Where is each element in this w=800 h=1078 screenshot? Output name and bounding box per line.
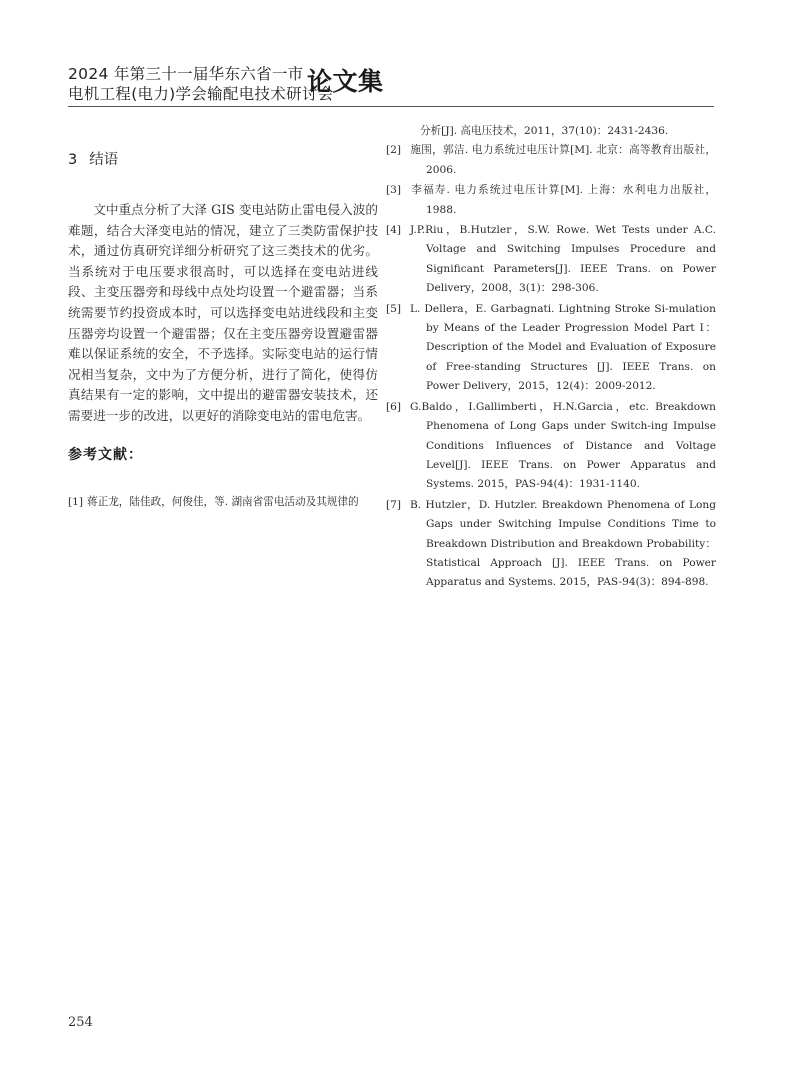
reference-continuation: 分析[J]. 高电压技术，2011，37(10)：2431-2436. [420,125,669,137]
reference-text: J.P.Riu，B.Hutzler，S.W. Rowe. Wet Tests under A.C. Voltage and Switching Impulses Procedure and Significant Parameters[J]. IEEE Trans. on Power Delivery，2008，3(1)：298-306. [410,224,716,295]
reference-text: G.Baldo，I.Gallimberti，H.N.Garcia，etc. Breakdown Phenomena of Long Gaps under Switch-ing Impulse Conditions Influences of Distance and Voltage Level[J]. IEEE Trans. on Power Apparatus and Systems. 2015，PAS-94(4)：1931-1140. [410,400,716,491]
reference-list [386,141,716,592]
reference-text: B. Hutzler，D. Hutzler. Breakdown Phenomena of Long Gaps under Switching Impulse Conditions Time to Breakdown Distribution and Breakdown Probability：Statistical Approach [J]. IEEE Trans. on Power Apparatus and Systems. 2015，PAS-94(3)：894-898. [410,498,716,589]
section-title: 结语 [89,152,119,168]
section-number: 3 [68,152,78,168]
left-column [68,140,378,512]
reference-item: [6] G.Baldo，I.Gallimberti，H.N.Garcia，etc. Breakdown Phenomena of Long Gaps under Switch-ing Impulse Conditions Influences of Distance and Voltage Level[J]. IEEE Trans. on Power Apparatus and Systems. 2015，PAS-94(4)：1931-1140. [386,400,716,491]
reference-item [68,493,378,512]
header-proceedings-title: 论文集 [307,67,384,96]
running-header [68,64,334,104]
reference-item: [2] 施围，郭洁. 电力系统过电压计算[M]. 北京：高等教育出版社，2006. [386,144,716,176]
header-line-2: 电机工程(电力)学会输配电技术研讨会 [68,85,334,103]
reference-item: [7] B. Hutzler，D. Hutzler. Breakdown Phenomena of Long Gaps under Switching Impulse Conditions Time to Breakdown Distribution and Breakdown Probability：Statistical Approach [J]. IEEE Trans. on Power Apparatus and Systems. 2015，PAS-94(3)：894-898. [386,498,716,589]
reference-text: 蒋正龙，陆佳政，何俊佳，等. 湖南省雷电活动及其规律的 [87,495,359,508]
reference-label: [1] [68,495,84,508]
reference-text: L. Dellera，E. Garbagnati. Lightning Stroke Si-mulation by Means of the Leader Progression Model Part I：Description of the Model and Evaluation of Exposure of Free-standing Structures [J]. IEEE Trans. on Power Delivery，2015，12(4)：2009-2012. [410,302,716,393]
conclusion-paragraph: 文中重点分析了大泽 GIS 变电站防止雷电侵入波的难题，结合大泽变电站的情况，建立了三类防雷保护技术，通过仿真研究详细分析研究了这三类技术的优劣。当系统对于电压要求很高时，可以选择在变电站进线段、主变压器旁和母线中点处均设置一个避雷器；当系统需要节约投资成本时，可以选择变电站进线段和主变压器旁均设置一个避雷器；仅在主变压器旁设置避雷器难以保证系统的安全，不予选择。实际变电站的运行情况相当复杂，文中为了方便分析，进行了简化，使得仿真结果有一定的影响，文中提出的避雷器安装技术，还需要进一步的改进，以更好的消除变电站的雷电危害。 [68,202,378,423]
reference-item: [3] 李福寿. 电力系统过电压计算[M]. 上海：水利电力出版社，1988. [386,184,716,216]
reference-text: 施围，郭洁. 电力系统过电压计算[M]. 北京：高等教育出版社，2006. [410,144,716,176]
reference-item: [5] L. Dellera，E. Garbagnati. Lightning Stroke Si-mulation by Means of the Leader Progression Model Part I：Description of the Model and Evaluation of Exposure of Free-standing Structures [J]. IEEE Trans. on Power Delivery，2015，12(4)：2009-2012. [386,302,716,393]
page-number: 254 [68,1015,93,1030]
section-heading [68,150,378,170]
header-divider [68,106,714,107]
header-line-1: 2024 年第三十一届华东六省一市 [68,65,304,83]
reference-text: 李福寿. 电力系统过电压计算[M]. 上海：水利电力出版社，1988. [410,184,716,216]
references-heading: 参考文献： [68,446,143,463]
right-column [386,122,716,594]
reference-item: [4] J.P.Riu，B.Hutzler，S.W. Rowe. Wet Tests under A.C. Voltage and Switching Impulses Procedure and Significant Parameters[J]. IEEE Trans. on Power Delivery，2008，3(1)：298-306. [386,224,716,295]
